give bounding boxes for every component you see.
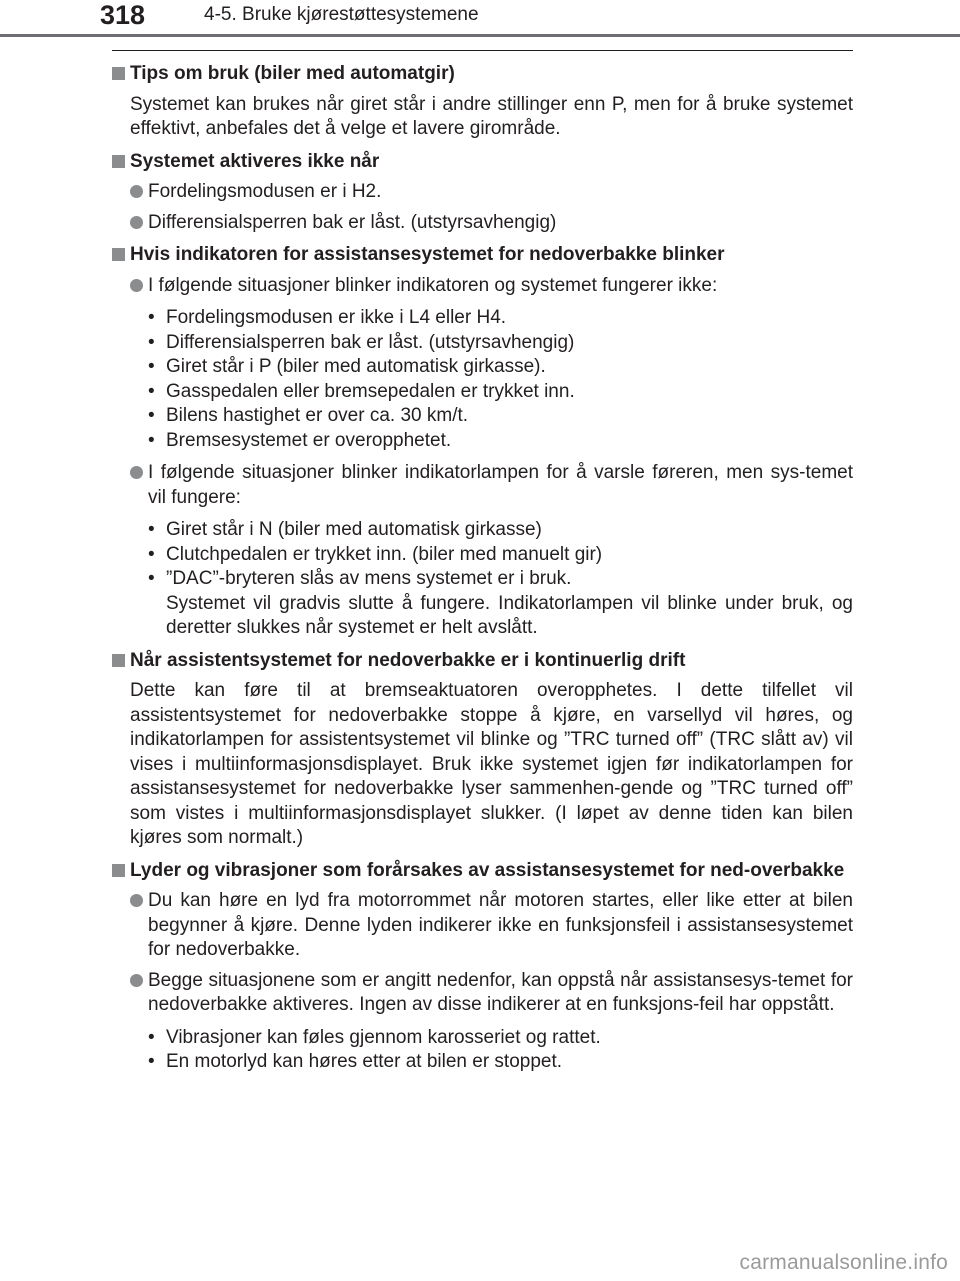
sub-list-item: • Fordelingsmodusen er ikke i L4 eller H4.	[148, 307, 507, 328]
square-bullet-icon	[112, 248, 125, 261]
page-header	[0, 0, 960, 40]
section-heading: Lyder og vibrasjoner som forårsakes av assistansesystemet for ned-overbakke	[112, 859, 853, 884]
watermark: carmanualsonline.info	[739, 1251, 948, 1274]
sub-list-item: • Vibrasjoner kan føles gjennom karosseriet og rattet.	[148, 1026, 601, 1048]
section-tips	[112, 62, 853, 142]
section-heading: Hvis indikatoren for assistansesystemet for nedoverbakke blinker	[112, 243, 853, 268]
list-item: Differensialsperren bak er låst. (utstyrsavhengig)	[112, 211, 853, 236]
sub-list	[112, 518, 853, 641]
sub-list-item: • Bremsesystemet er overopphetet.	[148, 429, 452, 451]
sub-list-item: • ”DAC”-bryteren slås av mens systemet er i bruk. Systemet vil gradvis slutte å fungere. Indikatorlampen vil blinke under bruk, og deretter slukkes når systemet er helt avslått.	[112, 567, 853, 641]
list-item: Du kan høre en lyd fra motorrommet når motoren startes, eller like etter at bilen begynner å kjøre. Denne lyden indikerer ikke en funksjonsfeil i assistansesystemet for nedoverbakke.	[112, 889, 853, 963]
list-item: I følgende situasjoner blinker indikatoren og systemet fungerer ikke:	[112, 274, 853, 299]
round-bullet-icon	[130, 279, 143, 292]
section-text: Systemet kan brukes når giret står i andre stillinger enn P, men for å bruke systemet effektivt, anbefales det å velge et lavere girområde.	[130, 93, 853, 139]
section-heading: Når assistentsystemet for nedoverbakke er i kontinuerlig drift	[112, 649, 853, 674]
page-number: 318	[100, 0, 146, 30]
square-bullet-icon	[112, 864, 125, 877]
round-bullet-icon	[130, 894, 143, 907]
section-heading: Systemet aktiveres ikke når	[112, 150, 853, 175]
list-item: Begge situasjonene som er angitt nedenfor, kan oppstå når assistansesys-temet for nedoverbakke aktiveres. Ingen av disse indikerer at en funksjons-feil har oppstått.	[112, 969, 853, 1018]
sub-list-item: • Giret står i P (biler med automatisk girkasse).	[148, 356, 546, 377]
list-item: I følgende situasjoner blinker indikatorlampen for å varsle føreren, men sys-temet vil fungere:	[112, 461, 853, 510]
square-bullet-icon	[112, 155, 125, 168]
round-bullet-icon	[130, 974, 143, 987]
round-bullet-icon	[130, 466, 143, 479]
sub-list-item: • Bilens hastighet er over ca. 30 km/t.	[148, 405, 469, 426]
header-rule	[0, 34, 960, 37]
sub-list-item: • En motorlyd kan høres etter at bilen er stoppet.	[148, 1051, 563, 1072]
content-rule	[112, 50, 853, 51]
content	[112, 62, 853, 1083]
square-bullet-icon	[112, 654, 125, 667]
sub-list-item: • Differensialsperren bak er låst. (utstyrsavhengig)	[148, 331, 575, 353]
sub-list-item: • Clutchpedalen er trykket inn. (biler med manuelt gir)	[148, 543, 603, 565]
section-not-activated	[112, 150, 853, 236]
sub-list-item: • Giret står i N (biler med automatisk girkasse)	[148, 519, 542, 540]
section-heading: Tips om bruk (biler med automatgir)	[112, 62, 853, 87]
section-title: 4-5. Bruke kjørestøttesystemene	[204, 4, 479, 25]
square-bullet-icon	[112, 67, 125, 80]
list-item: Fordelingsmodusen er i H2.	[112, 180, 853, 205]
sub-list	[112, 306, 853, 453]
round-bullet-icon	[130, 185, 143, 198]
sub-list-item: • Gasspedalen eller bremsepedalen er trykket inn.	[148, 380, 575, 402]
section-continuous-operation	[112, 649, 853, 851]
section-indicator-blinks	[112, 243, 853, 641]
section-text: Dette kan føre til at bremseaktuatoren overopphetes. I dette tilfellet vil assistentsystemet for nedoverbakke stoppe å kjøre, en varsellyd vil høres, og indikatorlampen for assistentsystemet vil blinke og ”TRC turned off” (TRC slått av) vil vises i multiinformasjonsdisplayet. Bruk ikke systemet igjen før indikatorlampen for assistansesystemet for nedoverbakke lyser sammenhen-gende og ”TRC turned off” som vistes i multiinformasjonsdisplayet slukker. (I løpet av denne tiden kan bilen kjøres som normalt.)	[130, 680, 853, 848]
sub-list	[112, 1026, 853, 1075]
section-sounds-vibrations	[112, 859, 853, 1075]
sub-list-continuation: Systemet vil gradvis slutte å fungere. Indikatorlampen vil blinke under bruk, og deretter slukkes når systemet er helt avslått.	[166, 592, 853, 638]
round-bullet-icon	[130, 216, 143, 229]
